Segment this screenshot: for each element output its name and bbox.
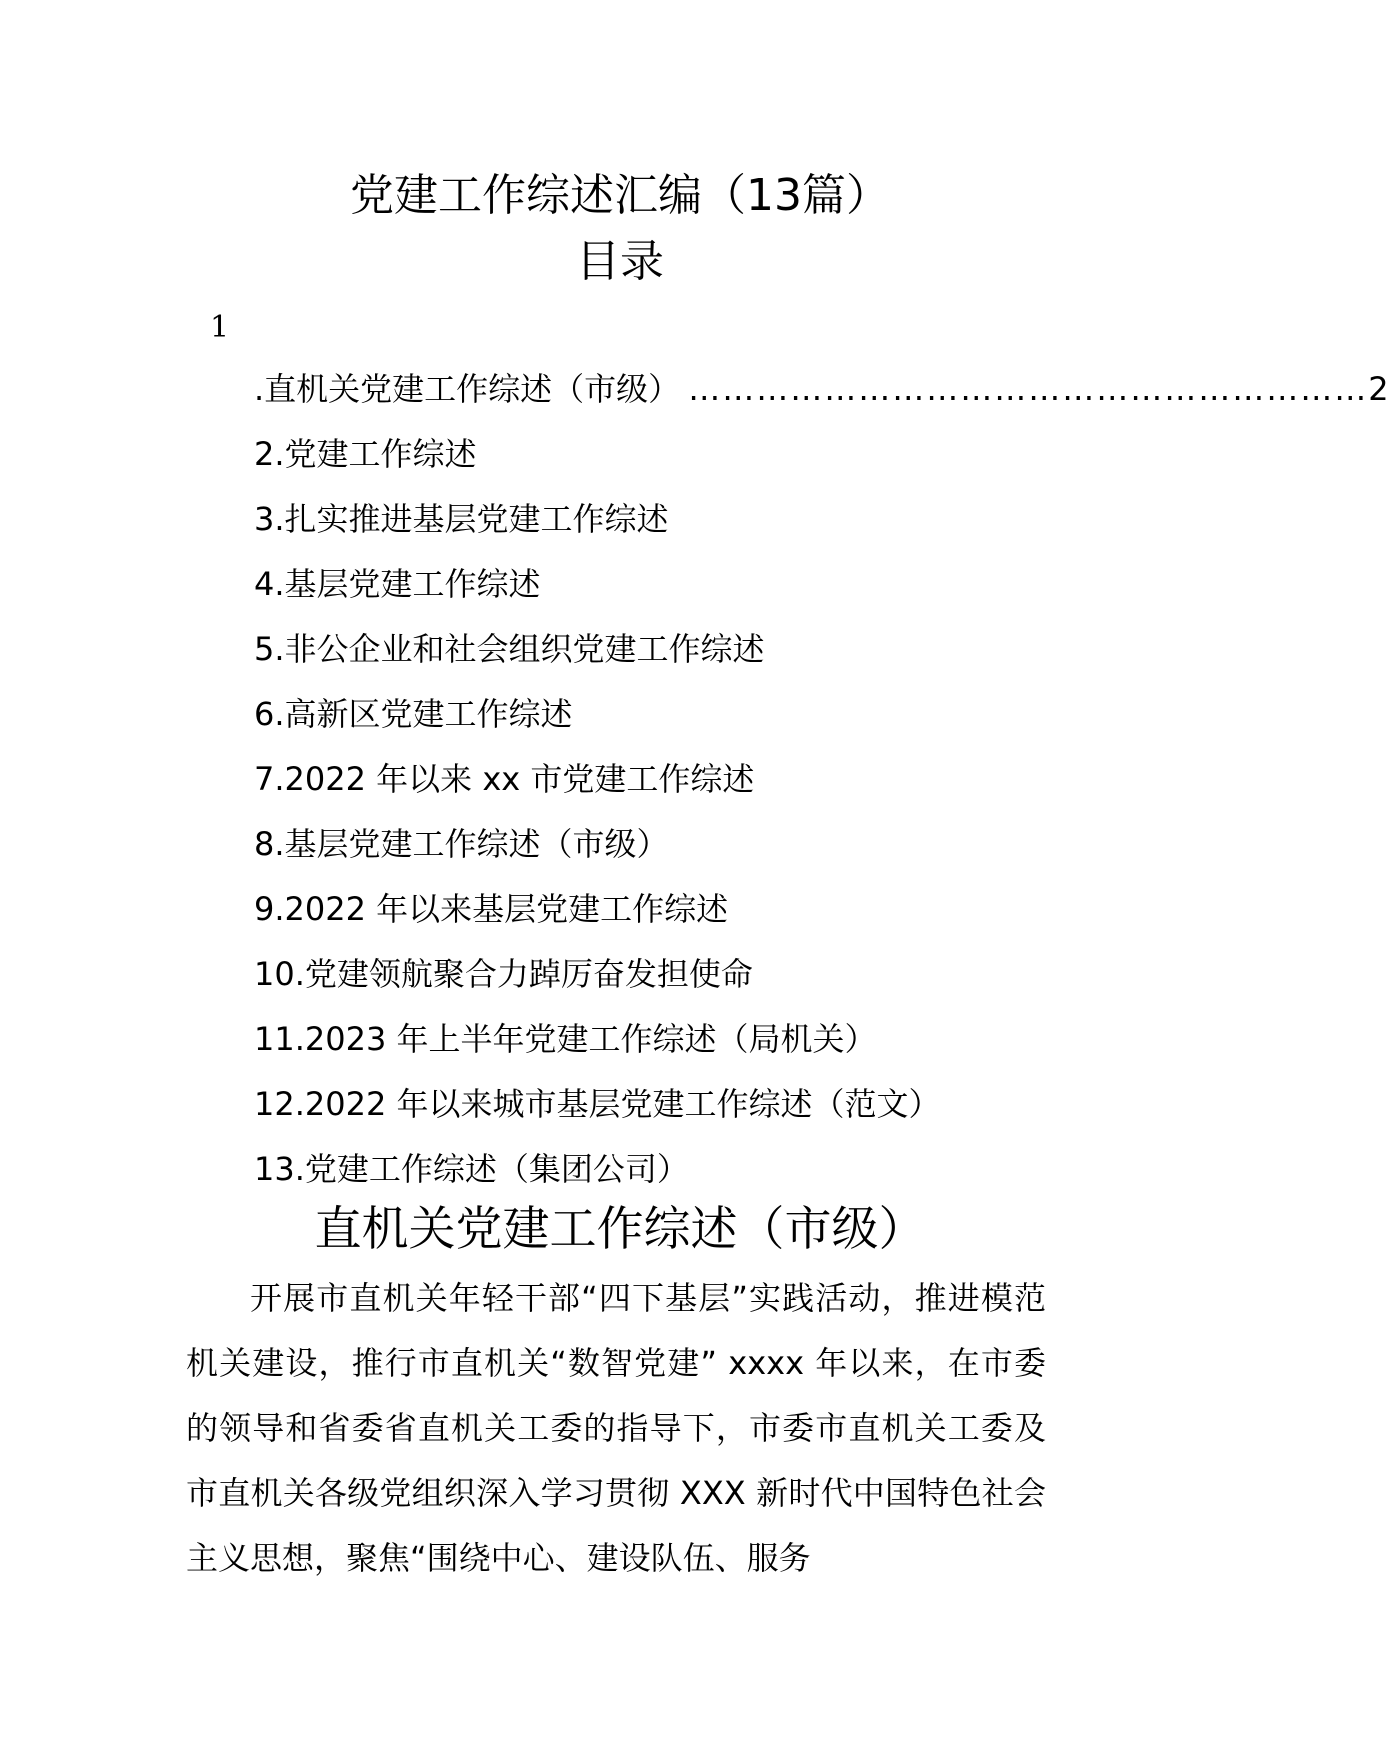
toc-item-6[interactable]: [254, 693, 1054, 758]
toc-item-5[interactable]: [254, 628, 1054, 693]
toc-item-7[interactable]: [254, 758, 1054, 823]
toc-item-label: 7.2022 年以来 xx 市党建工作综述: [254, 760, 755, 798]
toc-item-4[interactable]: [254, 563, 1054, 628]
stray-page-number: 1: [210, 310, 230, 345]
toc-item-label: .直机关党建工作综述（市级）: [254, 370, 681, 408]
toc-page-number: 2: [1368, 370, 1389, 408]
toc-dot-leader: ……………………………………………………: [688, 370, 1369, 408]
toc-item-11[interactable]: [254, 1018, 1054, 1083]
toc-item-3[interactable]: [254, 498, 1054, 563]
toc-item-label: 8.基层党建工作综述（市级）: [254, 825, 669, 863]
toc-item-label: 11.2023 年上半年党建工作综述（局机关）: [254, 1020, 877, 1058]
toc-item-label: 10.党建领航聚合力踔厉奋发担使命: [254, 955, 753, 993]
toc-heading: 目录: [576, 236, 664, 287]
toc-item-1[interactable]: [254, 368, 1389, 433]
toc-item-10[interactable]: [254, 953, 1054, 1018]
toc-item-9[interactable]: [254, 888, 1054, 953]
toc-item-label: 6.高新区党建工作综述: [254, 695, 573, 733]
toc-item-8[interactable]: [254, 823, 1054, 888]
section-title: 直机关党建工作综述（市级）: [314, 1202, 926, 1257]
table-of-contents: [254, 368, 1389, 1213]
toc-item-label: 5.非公企业和社会组织党建工作综述: [254, 630, 765, 668]
body-paragraph: 开展市直机关年轻干部“四下基层”实践活动，推进模范机关建设，推行市直机关“数智党建” xxxx 年以来，在市委的领导和省委省直机关工委的指导下，市委市直机关工委及市直机关各级党组织深入学习贯彻 XXX 新时代中国特色社会主义思想，聚焦“围绕中心、建设队伍、服务: [186, 1279, 1046, 1577]
toc-item-label: 4.基层党建工作综述: [254, 565, 541, 603]
toc-item-label: 13.党建工作综述（集团公司）: [254, 1150, 689, 1188]
toc-item-12[interactable]: [254, 1083, 1054, 1148]
document-title: 党建工作综述汇编（13篇）: [350, 170, 890, 221]
toc-item-2[interactable]: [254, 433, 1054, 498]
toc-item-label: 12.2022 年以来城市基层党建工作综述（范文）: [254, 1085, 941, 1123]
toc-item-label: 9.2022 年以来基层党建工作综述: [254, 890, 729, 928]
toc-item-label: 3.扎实推进基层党建工作综述: [254, 500, 669, 538]
toc-item-label: 2.党建工作综述: [254, 435, 477, 473]
